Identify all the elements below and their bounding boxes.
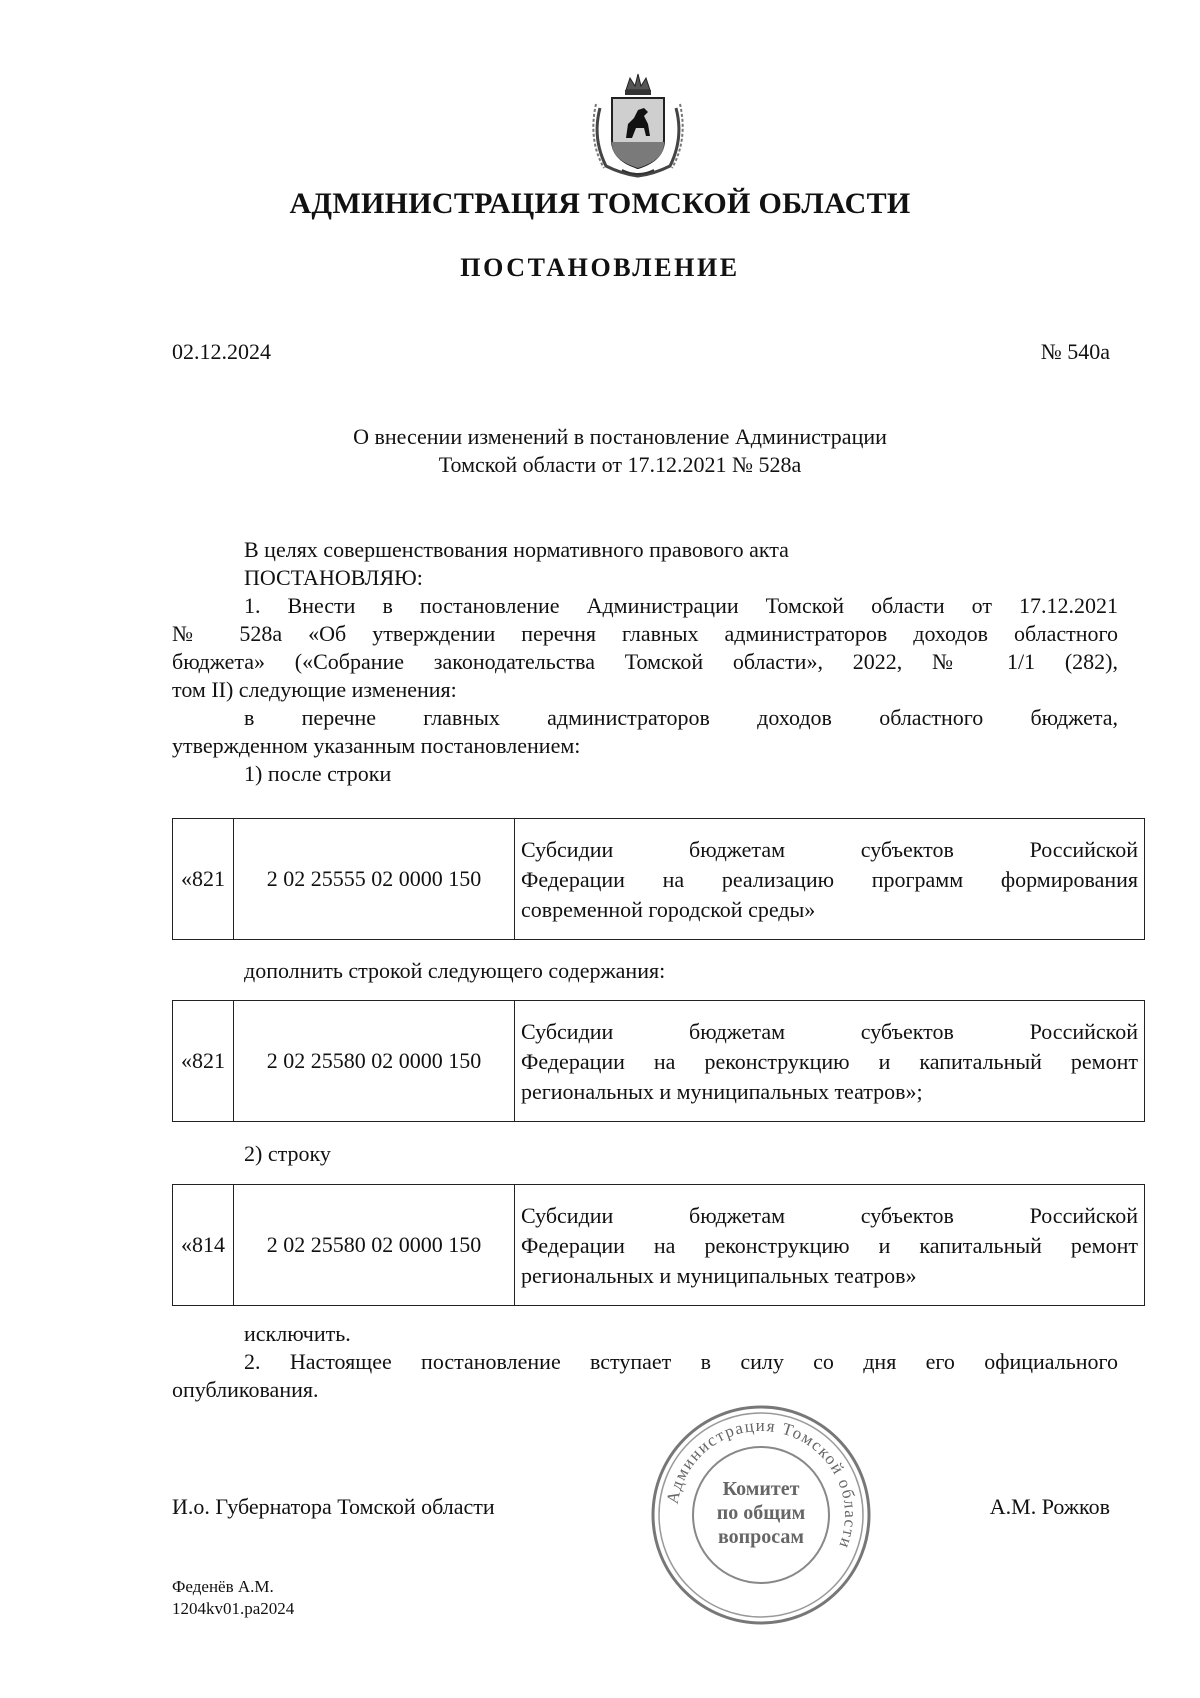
item-heading: 2) строку (244, 1141, 331, 1166)
budget-row-table (172, 1000, 1145, 1122)
organization-title: АДМИНИСТРАЦИЯ ТОМСКОЙ ОБЛАСТИ (289, 187, 911, 220)
kbk-cell: 2 02 25580 02 0000 150 (234, 1001, 515, 1122)
table-row (173, 1001, 1145, 1122)
paragraph-line: том II) следующие изменения: (172, 677, 457, 702)
document-type: ПОСТАНОВЛЕНИЕ (460, 253, 740, 282)
subject-line: О внесении изменений в постановление Администрации (353, 424, 887, 449)
item-heading: 1) после строки (244, 761, 392, 786)
budget-row-table (172, 818, 1145, 940)
document-number: № 540а (1040, 339, 1110, 364)
subject-line: Томской области от 17.12.2021 № 528а (438, 452, 802, 477)
paragraph-line: бюджета» («Собрание законодательства Томской области», 2022, № 1/1 (282), (172, 649, 1118, 674)
admin-code-cell: «814 (173, 1185, 234, 1306)
stamp-text: Комитет (722, 1478, 800, 1500)
description-line: Федерации на реконструкцию и капитальный ремонт (521, 1233, 1138, 1258)
description-line: Субсидии бюджетам субъектов Российской (521, 837, 1138, 862)
signatory-position: И.о. Губернатора Томской области (172, 1494, 495, 1519)
document-subject (240, 423, 1000, 479)
exclude-text: исключить. (244, 1321, 351, 1346)
description-line: современной городской среды» (521, 897, 816, 922)
description-cell (515, 1001, 1145, 1122)
table-row (173, 1185, 1145, 1306)
description-cell (515, 819, 1145, 940)
admin-code-cell: «821 (173, 1001, 234, 1122)
document-date: 02.12.2024 (172, 339, 271, 364)
stamp-text: вопросам (717, 1526, 805, 1548)
signatory-name: А.М. Рожков (989, 1494, 1110, 1519)
kbk-cell: 2 02 25580 02 0000 150 (234, 1185, 515, 1306)
paragraph-line: в перечне главных администраторов доходов областного бюджета, (244, 705, 1118, 730)
official-stamp (648, 1402, 874, 1628)
closing-block (172, 1320, 1118, 1404)
document-body (172, 536, 1118, 788)
file-code: 1204kv01.pa2024 (172, 1599, 295, 1618)
description-cell (515, 1185, 1145, 1306)
preamble: В целях совершенствования нормативного правового акта (244, 537, 789, 562)
paragraph-line: 2. Настоящее постановление вступает в силу со дня его официального (244, 1349, 1118, 1374)
description-line: Федерации на реализацию программ формирования (521, 867, 1138, 892)
description-line: региональных и муниципальных театров» (521, 1263, 917, 1288)
description-line: региональных и муниципальных театров»; (521, 1079, 923, 1104)
description-line: Субсидии бюджетам субъектов Российской (521, 1203, 1138, 1228)
description-line: Субсидии бюджетам субъектов Российской (521, 1019, 1138, 1044)
stamp-ring-text: Администрация Томской области (662, 1415, 861, 1552)
admin-code-cell: «821 (173, 819, 234, 940)
paragraph-line: утвержденном указанным постановлением: (172, 733, 581, 758)
stamp-text: по общим (716, 1502, 806, 1524)
supplement-text: дополнить строкой следующего содержания: (244, 958, 666, 983)
description-line: Федерации на реконструкцию и капитальный ремонт (521, 1049, 1138, 1074)
table-row (173, 819, 1145, 940)
kbk-cell: 2 02 25555 02 0000 150 (234, 819, 515, 940)
tomsk-coat-of-arms-icon (582, 68, 694, 180)
executor-name: Феденёв А.М. (172, 1577, 274, 1596)
paragraph-line: 1. Внести в постановление Администрации Томской области от 17.12.2021 (244, 593, 1118, 618)
footer (172, 1576, 294, 1620)
paragraph-line: опубликования. (172, 1377, 319, 1402)
paragraph-line: № 528а «Об утверждении перечня главных администраторов доходов областного (172, 621, 1118, 646)
decree-word: ПОСТАНОВЛЯЮ: (244, 565, 423, 590)
budget-row-table (172, 1184, 1145, 1306)
